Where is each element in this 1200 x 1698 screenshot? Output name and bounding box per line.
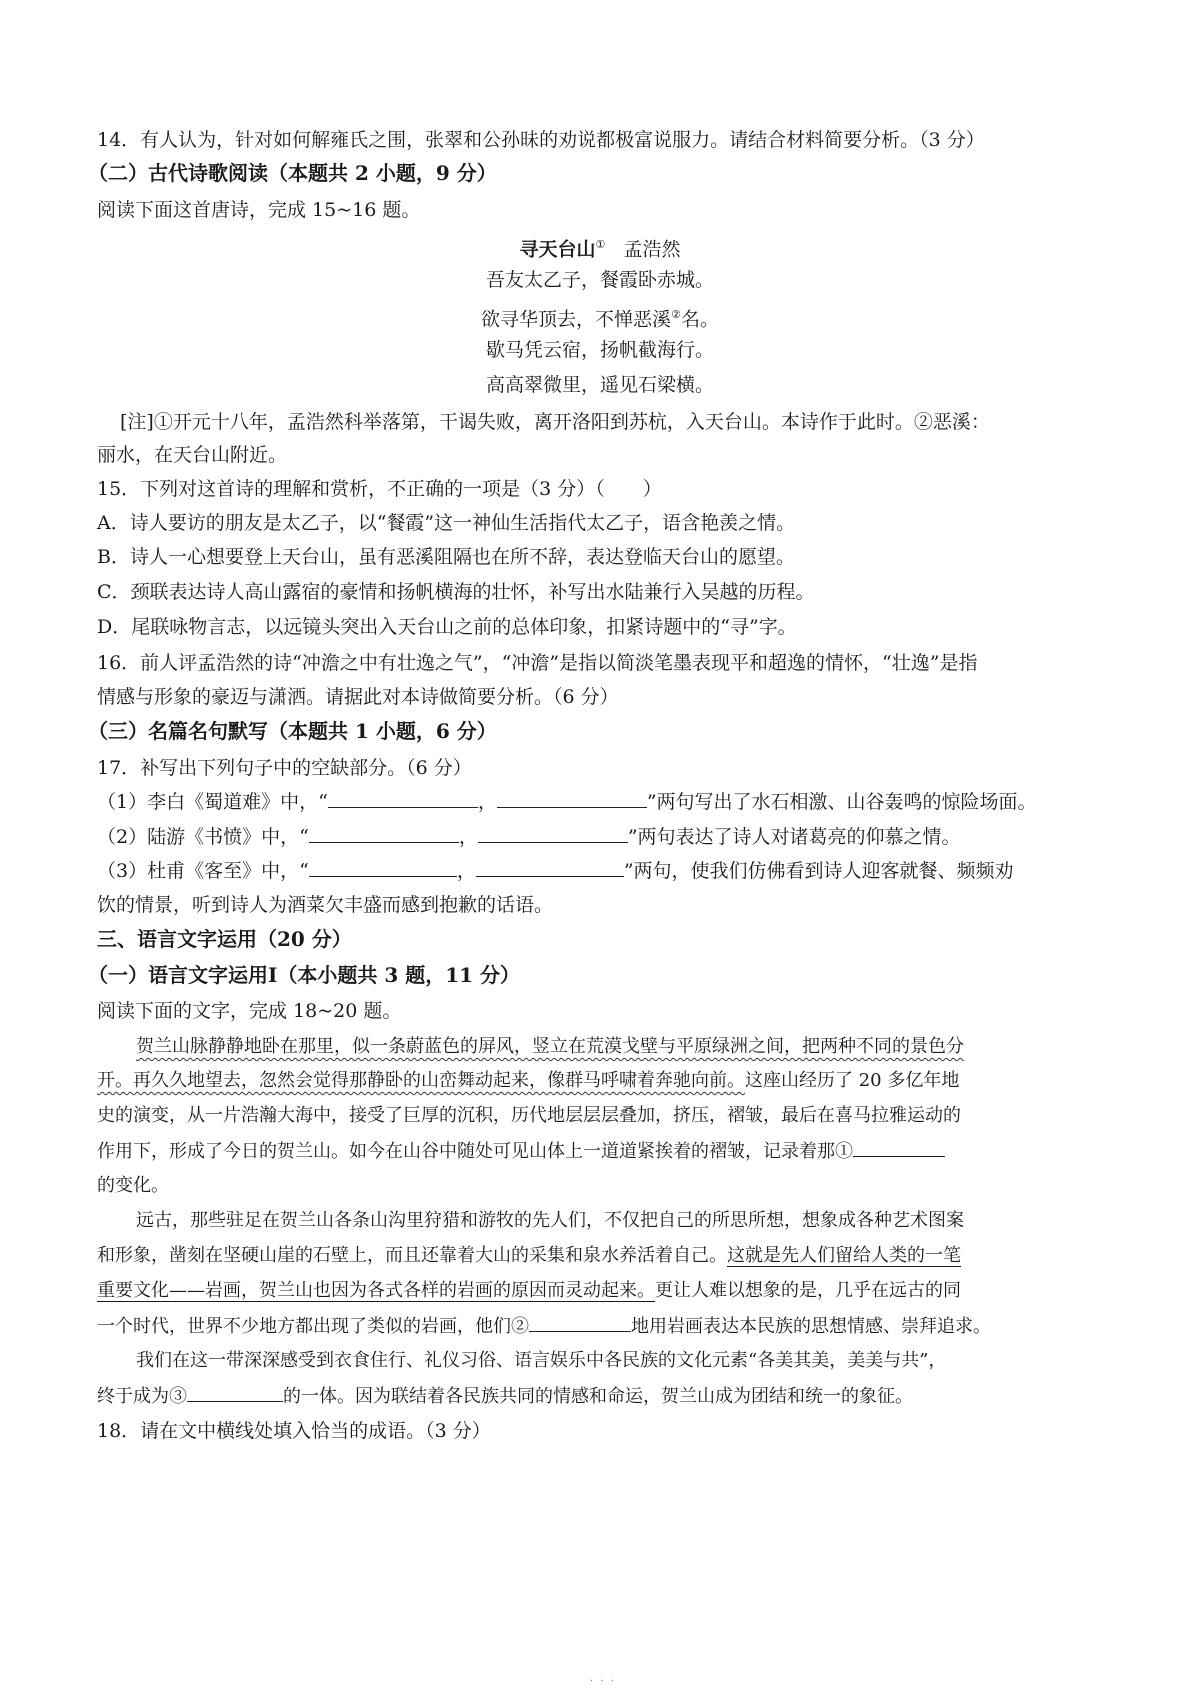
passage-p1-line-4 [97,1138,945,1165]
p2-line-4-prefix: 一个时代，世界不少地方都出现了类似的岩画，他们② [97,1316,529,1337]
passage-p2-line-2 [97,1243,961,1269]
part-3-title: 三、语言文字运用（20 分） [97,927,352,951]
passage-p2-line-4 [97,1313,991,1340]
p3-line-2-prefix: 终于成为③ [97,1386,187,1407]
underlined-text: 重要文化——岩画，贺兰山也因为各式各样的岩画的原因而灵动起来。 [97,1280,655,1301]
poem-line-1: 吾友太乙子，餐霞卧赤城。 [485,269,714,291]
comma: ， [458,826,478,848]
option-a: A．诗人要访的朋友是太乙子，以“餐霞”这一神仙生活指代太乙子，语含艳羡之情。 [97,512,796,534]
poem-note-line-1: [注]①开元十八年，孟浩然科举落第，干谒失败，离开洛阳到苏杭，入天台山。本诗作于此时。②恶溪： [120,411,990,433]
passage-p1-line-2 [97,1068,959,1094]
q17-3-suffix: ”两句，使我们仿佛看到诗人迎客就餐、频频劝 [623,860,1014,882]
poem-line-3: 歇马凭云宿，扬帆截海行。 [485,339,714,361]
passage-p1-line-3: 史的演变，从一片浩瀚大海中，接受了巨厚的沉积，历代地层层层叠加，挤压，褶皱，最后在喜马拉雅运动的 [97,1105,961,1126]
option-d: D．尾联咏物言志，以远镜头突出入天台山之前的总体印象，扣紧诗题中的“寻”字。 [97,616,797,638]
fill-blank-1[interactable] [853,1138,945,1157]
p2-line-4-suffix: 地用岩画表达本民族的思想情感、崇拜追求。 [631,1316,991,1337]
section-2-title: （二）古代诗歌阅读（本题共 2 小题，9 分） [88,161,497,185]
passage-p1-line-5: 的变化。 [97,1175,169,1196]
p1-line-2-rest: 这座山经历了 20 多亿年地 [745,1070,960,1091]
underlined-text: 这就是先人们留给人类的一笔 [727,1245,961,1266]
p2-line-3-rest: 更让人难以想象的是，几乎在远古的同 [655,1280,961,1301]
answer-blank[interactable] [328,789,478,808]
answer-blank[interactable] [309,858,457,877]
poem-line-2-note: ② [671,308,681,321]
p1-line-4-text: 作用下，形成了今日的贺兰山。如今在山谷中随处可见山体上一道道紧挨着的褶皱，记录着那① [97,1141,853,1162]
option-c: C．颈联表达诗人高山露宿的豪情和扬帆横海的壮怀，补写出水陆兼行入吴越的历程。 [97,581,815,603]
question-17-item-1 [97,789,1037,815]
passage-p3-line-2 [97,1383,913,1410]
passage-p1-line-1 [136,1034,964,1060]
part-3-subtitle: （一）语言文字运用Ⅰ（本小题共 3 题，11 分） [88,963,520,987]
poem-author: 孟浩然 [623,238,681,261]
poem-intro: 阅读下面这首唐诗，完成 15~16 题。 [97,199,421,221]
p3-line-2-suffix: 的一体。因为联结着各民族共同的情感和命运，贺兰山成为团结和统一的象征。 [283,1386,913,1407]
question-18: 18．请在文中横线处填入恰当的成语。（3 分） [97,1420,491,1442]
wavy-underlined-text: 开。再久久地望去，忽然会觉得那静卧的山峦舞动起来，像群马呼啸着奔驰向前。 [97,1070,745,1091]
poem-title-line [0,232,1200,262]
answer-blank[interactable] [497,789,647,808]
q17-2-prefix: （2）陆游《书愤》中，“ [97,826,309,848]
poem-note-line-2: 丽水，在天台山附近。 [97,444,288,466]
poem-line-2a: 欲寻华顶去，不惮恶溪 [481,308,672,331]
q17-1-suffix: ”两句写出了水石相激、山谷轰鸣的惊险场面。 [646,791,1037,813]
fill-blank-3[interactable] [187,1383,283,1402]
q17-1-prefix: （1）李白《蜀道难》中，“ [97,791,328,813]
answer-blank[interactable] [309,824,459,843]
comma: ， [477,791,497,813]
footer-dots: · · · [590,1676,616,1687]
question-16-line-2: 情感与形象的豪迈与潇洒。请据此对本诗做简要分析。（6 分） [97,686,619,708]
question-17-item-3-cont: 饮的情景，听到诗人为酒菜欠丰盛而感到抱歉的话语。 [97,894,554,916]
q17-2-suffix: ”两句表达了诗人对诸葛亮的仰慕之情。 [627,826,961,848]
option-b: B．诗人一心想要登上天台山，虽有恶溪阻隔也在所不辞，表达登临天台山的愿望。 [97,546,795,568]
poem-line-4: 高高翠微里，遥见石梁横。 [485,374,714,396]
passage-p3-line-1: 我们在这一带深深感受到衣食住行、礼仪习俗、语言娱乐中各民族的文化元素“各美其美，美美与共”， [136,1350,947,1371]
question-16-line-1: 16．前人评孟浩然的诗“冲澹之中有壮逸之气”，“冲澹”是指以简淡笔墨表现平和超逸的情怀，“壮逸”是指 [97,652,978,674]
passage-p2-line-1: 远古，那些驻足在贺兰山各条山沟里狩猎和游牧的先人们，不仅把自己的所思所想，想象成各种艺术图案 [136,1210,964,1231]
fill-blank-2[interactable] [529,1313,631,1332]
poem-title: 寻天台山 [519,238,596,261]
answer-blank[interactable] [478,824,628,843]
wavy-underlined-text: 贺兰山脉静静地卧在那里，似一条蔚蓝色的屏风，竖立在荒漠戈壁与平原绿洲之间，把两种不同的景色分 [136,1036,964,1057]
poem-line-2b: 名。 [680,308,719,331]
section-3-title: （三）名篇名句默写（本题共 1 小题，6 分） [88,719,497,743]
p2-line-2-text: 和形象，凿刻在坚硬山崖的石壁上，而且还靠着大山的采集和泉水养活着自己。 [97,1245,727,1266]
question-15: 15．下列对这首诗的理解和赏析，不正确的一项是（3 分）（ ） [97,478,662,500]
question-17-item-2 [97,824,961,850]
question-17-item-3 [97,858,1014,884]
question-17: 17．补写出下列句子中的空缺部分。（6 分） [97,757,472,779]
question-14: 14．有人认为，针对如何解雍氏之围，张翠和公孙昧的劝说都极富说服力。请结合材料简要分析。（3 分） [97,129,985,151]
poem-line-2 [0,302,1200,332]
answer-blank[interactable] [476,858,624,877]
comma: ， [456,860,476,882]
poem-title-note: ① [595,238,606,251]
part-3-intro: 阅读下面的文字，完成 18~20 题。 [97,1000,402,1022]
passage-p2-line-3 [97,1278,961,1304]
q17-3-prefix: （3）杜甫《客至》中，“ [97,860,309,882]
